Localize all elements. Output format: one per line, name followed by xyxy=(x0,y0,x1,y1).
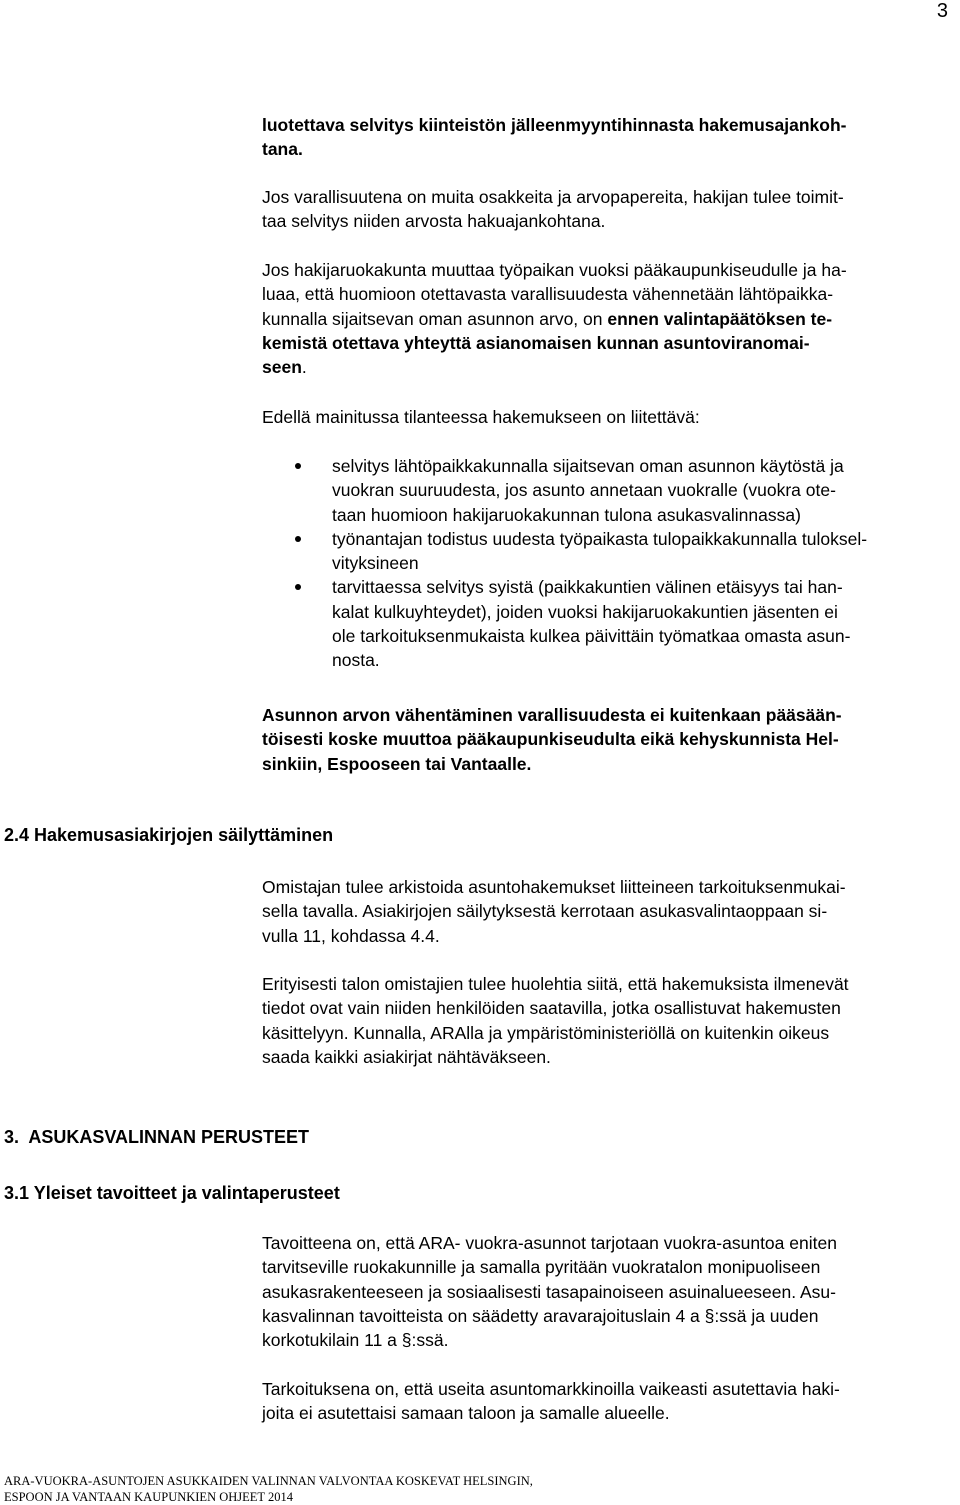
footer-line: ARA-VUOKRA-ASUNTOJEN ASUKKAIDEN VALINNAN VALVONTAA KOSKEVAT HELSINGIN, xyxy=(4,1474,533,1488)
text-line: luaa, että huomioon otettavasta varallisuudesta vähennetään lähtöpaikka- xyxy=(262,284,834,305)
text-line: nosta. xyxy=(332,650,380,671)
text-line: sella tavalla. Asiakirjojen säilytyksestä kerrotaan asukasvalintaoppaan si- xyxy=(262,901,828,922)
text-line: sinkiin, Espooseen tai Vantaalle. xyxy=(262,753,532,774)
text-line: Omistajan tulee arkistoida asuntohakemukset liitteineen tarkoituksenmukai- xyxy=(262,877,846,897)
text-line: luotettava selvitys kiinteistön jälleenmyyntihinnasta hakemusajankoh- xyxy=(262,115,847,135)
bullet-icon xyxy=(295,536,301,542)
emphasis-text: seen xyxy=(262,357,302,378)
text-run: . xyxy=(301,357,307,378)
text-line: tarvitseville ruokakunnille ja samalla pyritään vuokratalon monipuoliseen xyxy=(262,1257,821,1278)
paragraph-purpose xyxy=(262,1377,960,1426)
paragraph-privacy xyxy=(262,972,960,1069)
text-line: vulla 11, kohdassa 4.4. xyxy=(262,925,440,946)
text-line: Asunnon arvon vähentäminen varallisuudesta ei kuitenkaan pääsään- xyxy=(262,705,842,725)
paragraph-exception-note xyxy=(262,703,960,776)
list-item xyxy=(262,575,960,672)
text-line: vityksineen xyxy=(332,553,419,574)
text-line: työnantajan todistus uudesta työpaikasta tulopaikkakunnalla tuloksel- xyxy=(332,528,868,549)
list-item xyxy=(262,454,960,527)
text-line: töisesti koske muuttoa pääkaupunkiseudulta eikä kehyskunnista Hel- xyxy=(262,729,839,750)
text-line: käsittelyyn. Kunnalla, ARAlla ja ympäristöministeriöllä on kuitenkin oikeus xyxy=(262,1022,830,1043)
paragraph-attachments-intro xyxy=(262,405,960,429)
text-line: Edellä mainitussa tilanteessa hakemukseen on liitettävä: xyxy=(262,407,700,427)
emphasis-text: kemistä otettava yhteyttä asianomaisen kunnan asuntoviranomai- xyxy=(262,332,810,353)
bullet-icon xyxy=(295,463,301,469)
paragraph-goals xyxy=(262,1231,960,1352)
page-number: 3 xyxy=(936,0,948,22)
list-item xyxy=(262,527,960,576)
text-line: Tarkoituksena on, että useita asuntomarkkinoilla vaikeasti asutettavia haki- xyxy=(262,1379,840,1399)
text-line: tiedot ovat vain niiden henkilöiden saatavilla, jotka osallistuvat hakemusten xyxy=(262,998,841,1019)
page-footer xyxy=(4,1473,533,1505)
text-line: saada kaikki asiakirjat nähtäväkseen. xyxy=(262,1046,551,1067)
text-line: asukasrakenteeseen ja sosiaalisesti tasapainoiseen asuinalueeseen. Asu- xyxy=(262,1281,836,1302)
text-run: kunnalla sijaitsevan oman asunnon arvo, on xyxy=(262,308,608,329)
text-line: Jos varallisuutena on muita osakkeita ja arvopapereita, hakijan tulee toimit- xyxy=(262,187,844,207)
footer-line: ESPOON JA VANTAAN KAUPUNKIEN OHJEET 2014 xyxy=(4,1490,293,1504)
bullet-icon xyxy=(295,584,301,590)
text-line: Erityisesti talon omistajien tulee huolehtia siitä, että hakemuksista ilmenevät xyxy=(262,974,849,994)
emphasis-text: ennen valintapäätöksen te- xyxy=(607,308,833,329)
attachments-list xyxy=(262,454,960,673)
text-line: tarvittaessa selvitys syistä (paikkakuntien välinen etäisyys tai han- xyxy=(332,577,843,598)
text-line: tana. xyxy=(262,139,303,160)
text-line: Jos hakijaruokakunta muuttaa työpaikan vuoksi pääkaupunkiseudulle ja ha- xyxy=(262,260,847,280)
paragraph-relocation xyxy=(262,258,960,379)
text-line: joita ei asutettaisi samaan taloon ja samalle alueelle. xyxy=(262,1403,670,1424)
section-heading-2-4: 2.4 Hakemusasiakirjojen säilyttäminen xyxy=(4,825,334,845)
text-line xyxy=(262,307,960,331)
paragraph-archiving xyxy=(262,875,960,948)
text-line: taa selvitys niiden arvosta hakuajankohtana. xyxy=(262,211,606,232)
text-line: taan huomioon hakijaruokakunnan tulona asukasvalinnassa) xyxy=(332,504,801,525)
text-line: selvitys lähtöpaikkakunnalla sijaitsevan oman asunnon käytöstä ja xyxy=(332,456,844,476)
text-line: kalat kulkuyhteydet), joiden vuoksi hakijaruokakuntien jäsenten ei xyxy=(332,601,838,622)
text-line: ole tarkoituksenmukaista kulkea päivittäin työmatkaa omasta asun- xyxy=(332,626,851,647)
paragraph-property-resale xyxy=(262,113,960,162)
text-line: vuokran suuruudesta, jos asunto annetaan vuokralle (vuokra ote- xyxy=(332,480,836,501)
text-line xyxy=(262,355,960,379)
text-line: Tavoitteena on, että ARA- vuokra-asunnot tarjotaan vuokra-asuntoa eniten xyxy=(262,1233,837,1253)
text-line: korkotukilain 11 a §:ssä. xyxy=(262,1330,449,1351)
section-heading-3-1: 3.1 Yleiset tavoitteet ja valintaperusteet xyxy=(4,1183,340,1203)
paragraph-securities xyxy=(262,185,960,234)
text-line: kasvalinnan tavoitteista on säädetty aravarajoituslain 4 a §:ssä ja uuden xyxy=(262,1305,819,1326)
section-heading-3: 3. ASUKASVALINNAN PERUSTEET xyxy=(4,1127,310,1147)
